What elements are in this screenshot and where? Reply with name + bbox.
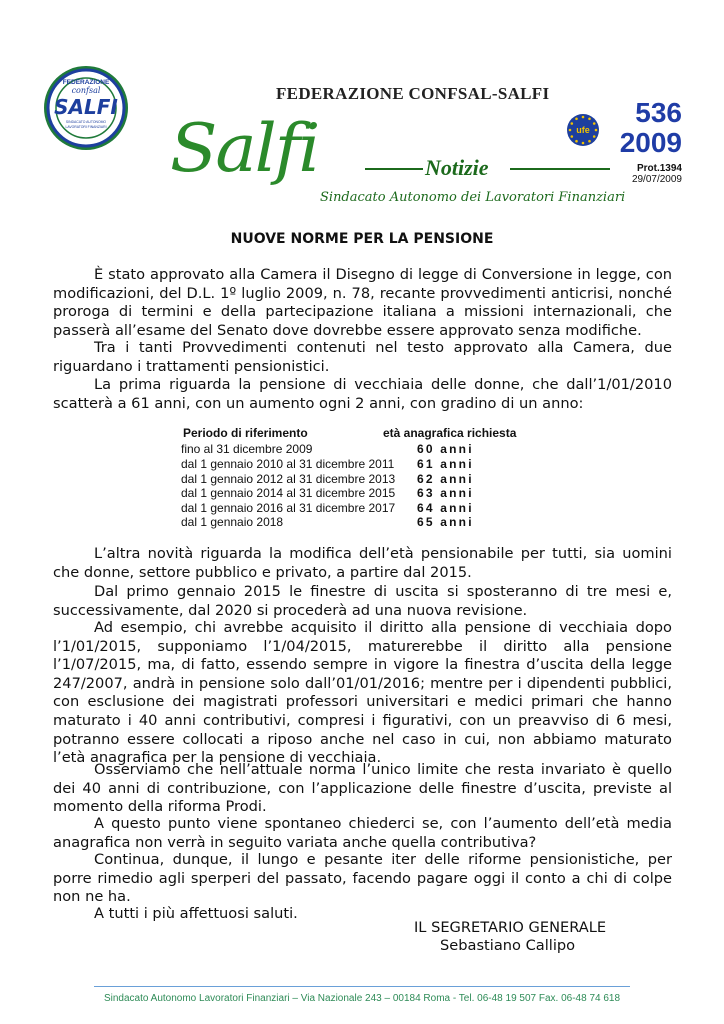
paragraph — [53, 266, 672, 340]
footer-divider — [94, 986, 630, 987]
brand-subtitle: Sindacato Autonomo dei Lavoratori Finanziari — [320, 190, 626, 205]
issue-year: 2009 — [619, 127, 682, 158]
brand-rule-left — [365, 168, 423, 170]
table-header-age: età anagrafica richiesta — [383, 426, 517, 440]
footer-address: Sindacato Autonomo Lavoratori Finanziari – Via Nazionale 243 – 00184 Roma - Tel. 06-48 19 507 Fax. 06-48 74 618 — [103, 993, 621, 1004]
paragraph — [53, 376, 672, 413]
table-row-age: 62 anni — [417, 472, 474, 486]
salfi-logo — [42, 64, 130, 152]
document-date: 29/07/2009 — [631, 174, 682, 185]
brand-salfi: Salfi — [170, 110, 319, 187]
table-row-period: dal 1 gennaio 2016 al 31 dicembre 2017 — [181, 501, 396, 515]
protocol-number: Prot.1394 — [636, 163, 682, 174]
table-header-period: Periodo di riferimento — [183, 426, 308, 440]
paragraph-text: A tutti i più affettuosi saluti. — [94, 905, 298, 922]
signature-role: IL SEGRETARIO GENERALE — [414, 919, 607, 936]
paragraph — [53, 583, 672, 620]
paragraph-text: Ad esempio, chi avrebbe acquisito il diritto alla pensione di vecchiaia dopo l’1/01/2015, supponiamo l’1/04/2015, maturerebbe il diritto alla pensione l’1/07/2015, ma, di fatto, essendo sempre in vigore la finestra d’uscita della legge 247/2007, andrà in pensione solo dall’01/01/2016; mentre per i dipendenti pubblici, con esclusione dei magistrati professori universitari e medici primari che hanno maturato i 40 anni contributivi, compresi i figurativi, con un preavviso di 6 mesi, potranno essere collocati a riposo anche nel caso in cui, non abbiamo maturato l’età anagrafica per la pensione di vecchiaia. — [53, 619, 672, 767]
paragraph — [53, 761, 672, 817]
ufe-icon — [566, 113, 600, 147]
signature-name: Sebastiano Callipo — [440, 937, 576, 954]
brand-notizie: Notizie — [425, 155, 489, 180]
paragraph — [53, 851, 672, 907]
paragraph-text: L’altra novità riguarda la modifica dell’età pensionabile per tutti, sia uomini che donne, settore pubblico e privato, a partire dal 2015. — [53, 545, 672, 581]
paragraph-text: La prima riguarda la pensione di vecchiaia delle donne, che dall’1/01/2010 scatterà a 61 anni, con un aumento ogni 2 anni, con gradino di un anno: — [53, 376, 672, 412]
table-row-period: dal 1 gennaio 2010 al 31 dicembre 2011 — [181, 457, 395, 471]
table-row-age: 60 anni — [417, 442, 474, 456]
logo-salfi: SALFI — [54, 95, 118, 119]
table-row-age: 64 anni — [417, 501, 474, 515]
logo-confsal: confsal — [71, 86, 101, 95]
brand-rule-right — [510, 168, 610, 170]
table-row-period: fino al 31 dicembre 2009 — [181, 442, 313, 456]
table-row-period: dal 1 gennaio 2014 al 31 dicembre 2015 — [181, 486, 396, 500]
issue-number: 536 — [635, 97, 682, 128]
logo-lavoratori: LAVORATORI FINANZIARI — [65, 125, 107, 129]
table-row-period: dal 1 gennaio 2012 al 31 dicembre 2013 — [181, 472, 396, 486]
federation-title: FEDERAZIONE CONFSAL-SALFI — [276, 84, 550, 103]
table-row-age: 63 anni — [417, 486, 474, 500]
paragraph-text: Osserviamo che nell’attuale norma l’unico limite che resta invariato è quello dei 40 anni di contribuzione, con l’applicazione delle finestre d’uscita, previste al momento della riforma Prodi. — [53, 761, 672, 816]
paragraph-text: Dal primo gennaio 2015 le finestre di uscita si sposteranno di tre mesi e, successivamente, dal 2020 si procederà ad una nuova revisione. — [53, 583, 672, 619]
table-row-period: dal 1 gennaio 2018 — [181, 515, 284, 529]
table-row-age: 65 anni — [417, 515, 474, 529]
paragraph-text: Tra i tanti Provvedimenti contenuti nel testo approvato alla Camera, due riguardano i trattamenti pensionistici. — [53, 339, 672, 375]
paragraph — [53, 545, 672, 582]
ufe-label: ufe — [576, 125, 590, 135]
paragraph-text: Continua, dunque, il lungo e pesante iter delle riforme pensionistiche, per porre rimedio agli sperperi del passato, facendo pagare oggi il conto a chi di colpe non ne ha. — [53, 851, 672, 906]
paragraph — [53, 339, 672, 376]
logo-federazione: FEDERAZIONE — [62, 79, 110, 86]
paragraph — [53, 619, 672, 768]
page-title: NUOVE NORME PER LA PENSIONE — [230, 231, 494, 247]
paragraph-text: A questo punto viene spontaneo chiederci se, con l’aumento dell’età media anagrafica non verrà in seguito variata anche quella contributiva? — [53, 815, 672, 851]
logo-sindacato: SINDACATO AUTONOMO — [65, 120, 107, 124]
paragraph — [53, 815, 672, 852]
paragraph-text: È stato approvato alla Camera il Disegno di legge di Conversione in legge, con modificazioni, del D.L. 1º luglio 2009, n. 78, recante provvedimenti anticrisi, nonché proroga di termini e della partecipazione italiana a missioni internazionali, che passerà all’esame del Senato dove dovrebbe essere approvato senza modifiche. — [53, 266, 672, 339]
table-row-age: 61 anni — [417, 457, 474, 471]
